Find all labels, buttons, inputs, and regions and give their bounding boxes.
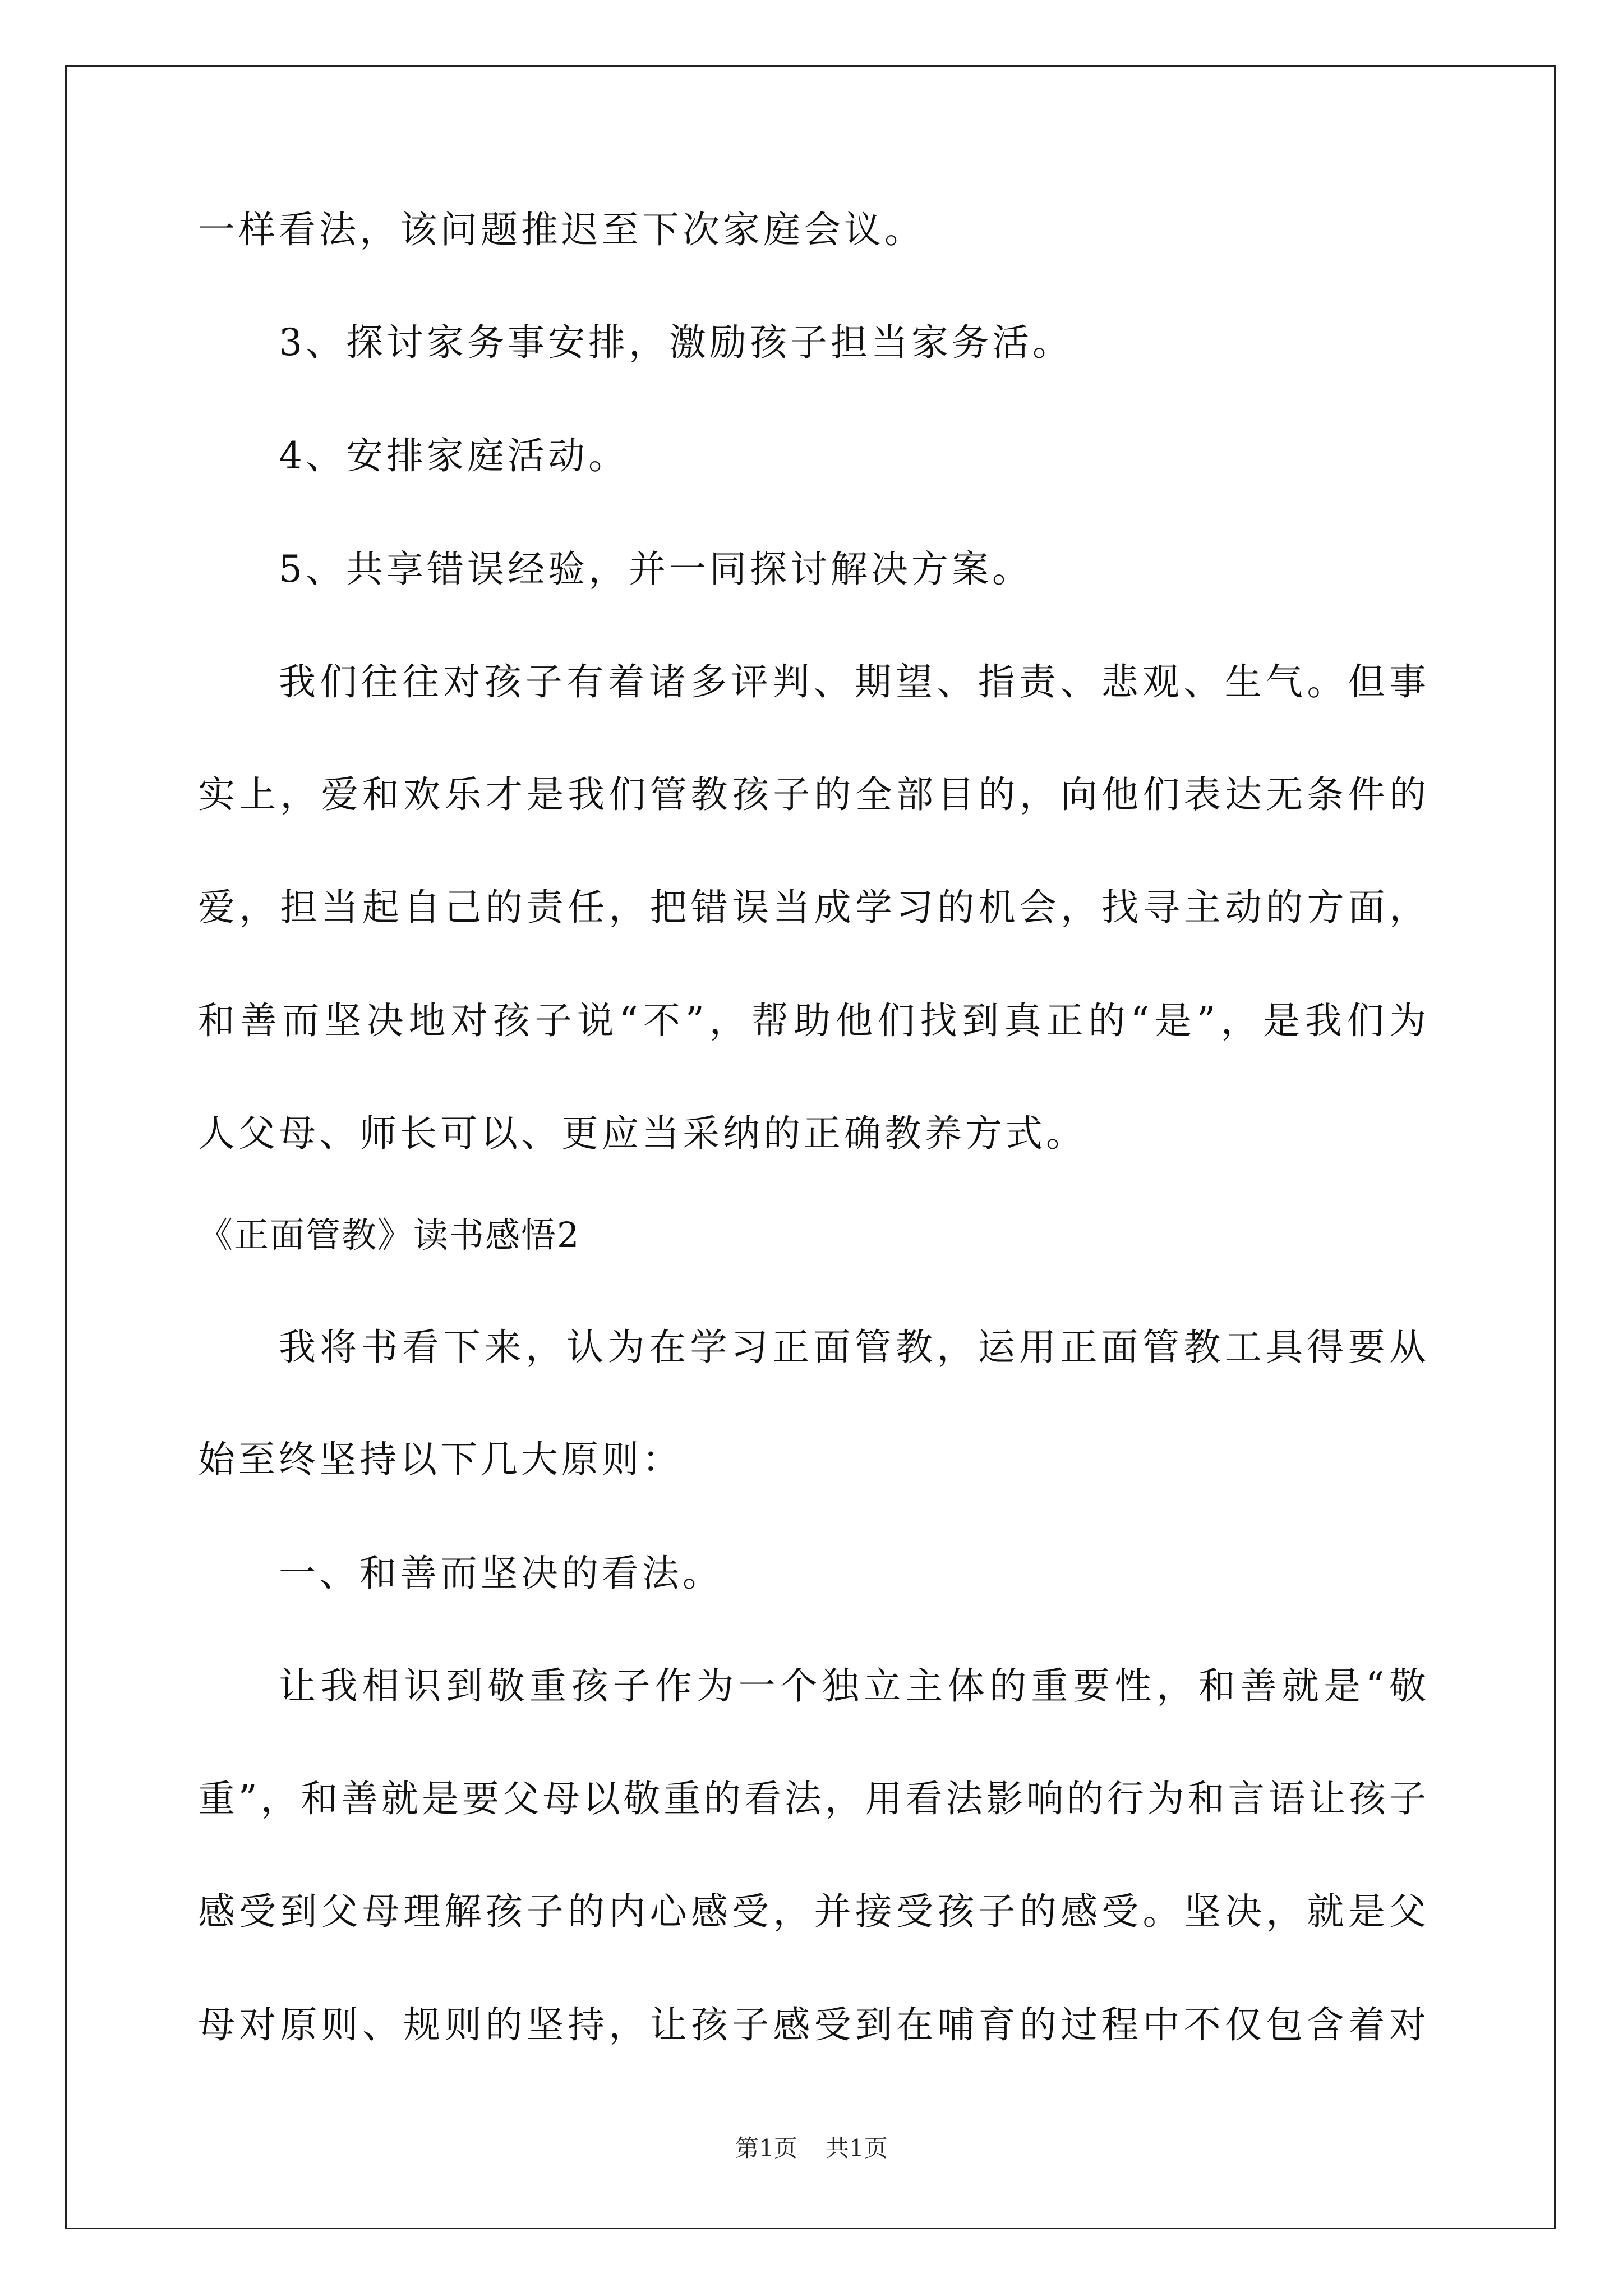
paragraph-line: 让我相识到敬重孩子作为一个独立主体的重要性，和善就是“敬 xyxy=(279,1664,1426,1708)
paragraph-line: 母对原则、规则的坚持，让孩子感受到在哺育的过程中不仅包含着对 xyxy=(198,2003,1426,2046)
list-item-3: 3、探讨家务事安排，激励孩子担当家务活。 xyxy=(279,321,1073,364)
paragraph-line: 我将书看下来，认为在学习正面管教，运用正面管教工具得要从 xyxy=(279,1326,1426,1369)
paragraph-line: 始至终坚持以下几大原则： xyxy=(198,1438,683,1481)
paragraph-line: 实上，爱和欢乐才是我们管教孩子的全部目的，向他们表达无条件的 xyxy=(198,773,1426,816)
text-line: 一样看法，该问题推迟至下次家庭会议。 xyxy=(198,208,925,251)
page-footer xyxy=(0,2134,1623,2162)
list-item-5: 5、共享错误经验，并一同探讨解决方案。 xyxy=(279,547,1032,591)
paragraph-line: 感受到父母理解孩子的内心感受，并接受孩子的感受。坚决，就是父 xyxy=(198,1890,1426,1933)
paragraph-line: 重”，和善就是要父母以敬重的看法，用看法影响的行为和言语让孩子 xyxy=(198,1777,1426,1820)
section-heading: 《正面管教》读书感悟2 xyxy=(198,1214,580,1255)
list-item-4: 4、安排家庭活动。 xyxy=(279,434,629,477)
principle-heading: 一、和善而坚决的看法。 xyxy=(279,1552,723,1595)
page-number: 第1页 xyxy=(735,2134,797,2162)
page-total: 共1页 xyxy=(826,2134,888,2162)
paragraph-line: 人父母、师长可以、更应当采纳的正确教养方式。 xyxy=(198,1112,1086,1155)
paragraph-line: 和善而坚决地对孩子说“不”，帮助他们找到真正的“是”，是我们为 xyxy=(198,999,1426,1042)
paragraph-line: 爱，担当起自己的责任，把错误当成学习的机会，找寻主动的方面， xyxy=(198,886,1426,929)
paragraph-line: 我们往往对孩子有着诸多评判、期望、指责、悲观、生气。但事 xyxy=(279,660,1426,703)
